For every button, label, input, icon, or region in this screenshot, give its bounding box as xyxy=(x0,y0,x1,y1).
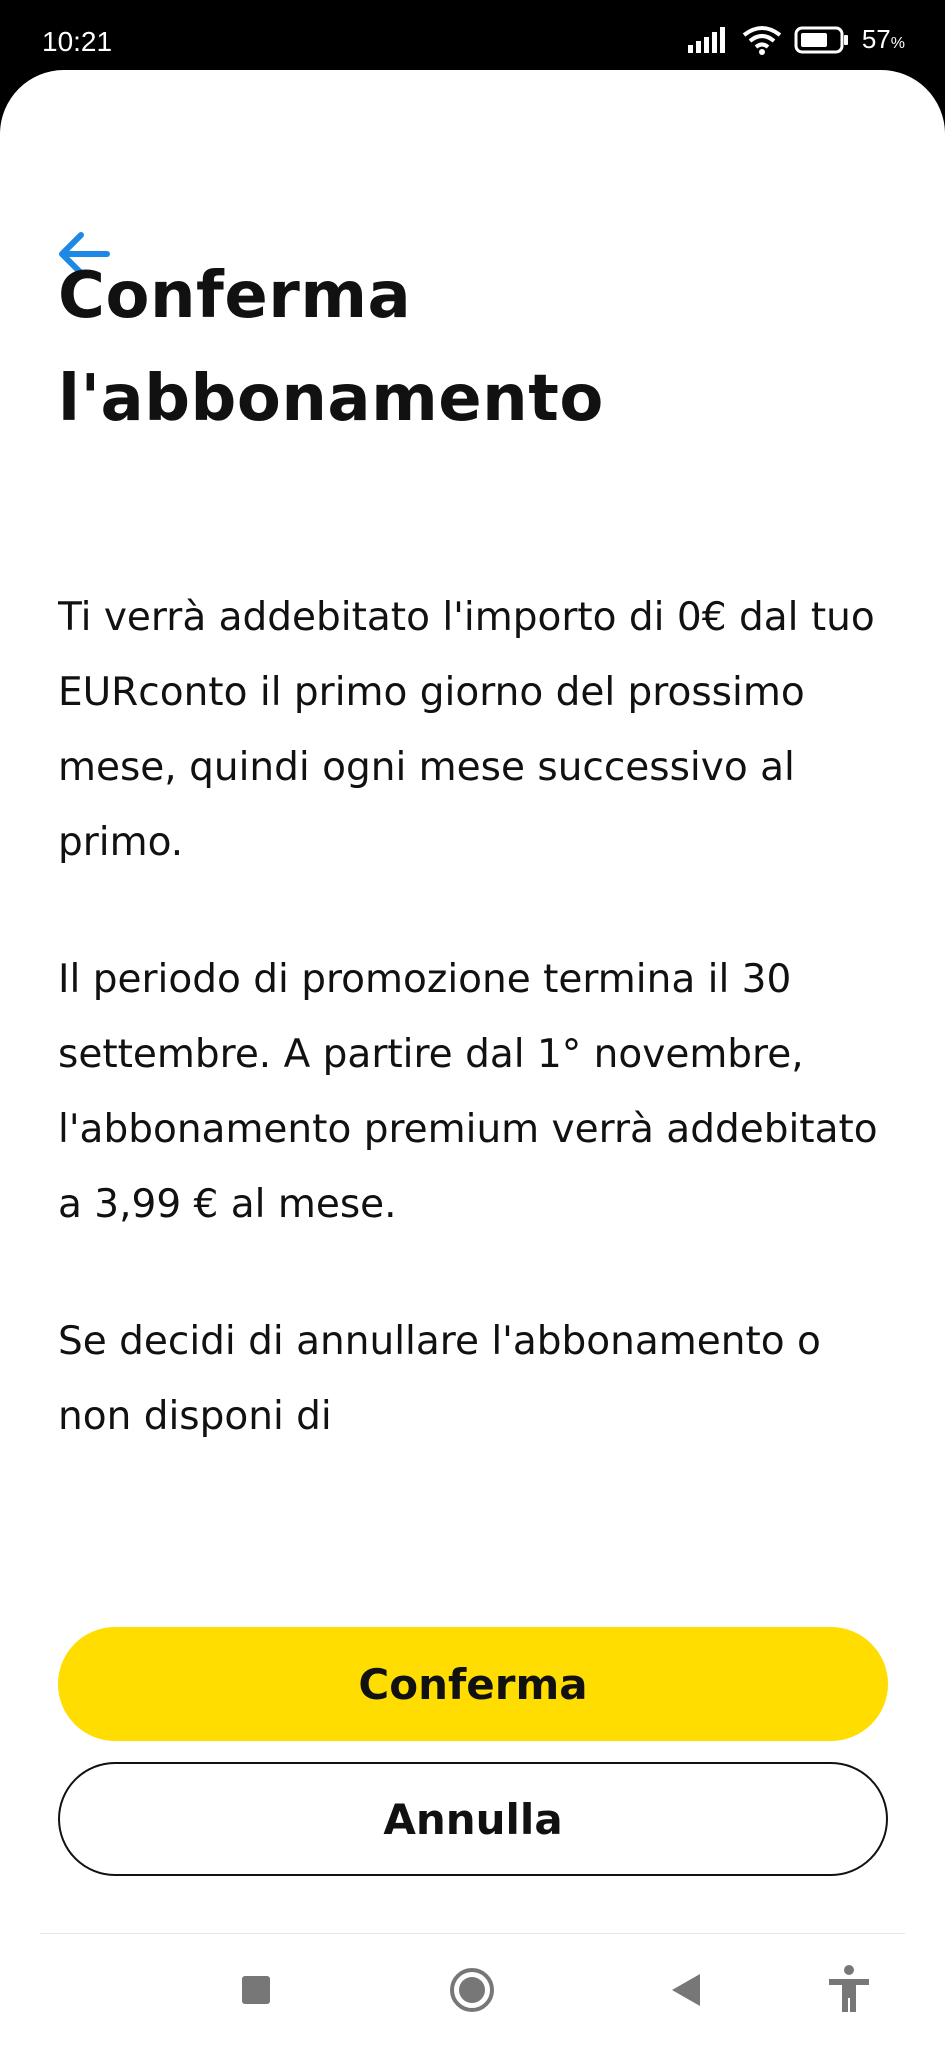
back-nav-button[interactable] xyxy=(668,1972,702,2012)
page-title: Conferma l'abbonamento xyxy=(58,259,604,436)
battery-icon xyxy=(794,26,850,54)
recents-square-icon xyxy=(240,1974,272,2006)
subscription-details[interactable] xyxy=(58,580,898,1493)
accessibility-button[interactable] xyxy=(826,1964,872,2018)
paragraph-cancellation-info: Se decidi di annullare l'abbonamento o non disponi di xyxy=(58,1319,821,1439)
wifi-icon xyxy=(742,25,782,55)
signal-icon xyxy=(688,27,730,53)
home-button[interactable] xyxy=(448,1966,496,2018)
home-circle-icon xyxy=(448,1966,496,2014)
accessibility-icon xyxy=(826,1964,872,2014)
status-icons xyxy=(688,24,905,55)
battery-percent: 57% xyxy=(861,24,905,54)
recents-button[interactable] xyxy=(240,1974,272,2010)
confirm-button[interactable]: Conferma xyxy=(58,1627,888,1741)
back-triangle-icon xyxy=(668,1972,702,2008)
system-nav-bar xyxy=(0,1934,945,2048)
cancel-button[interactable]: Annulla xyxy=(58,1762,888,1876)
paragraph-promotion-info: Il periodo di promozione termina il 30 settembre. A partire dal 1° novembre, l'abbonamento premium verrà addebitato a 3,99 € al mese. xyxy=(58,957,878,1227)
paragraph-charge-info: Ti verrà addebitato l'importo di 0€ dal tuo EURconto il primo giorno del prossimo mese, quindi ogni mese successivo al primo. xyxy=(58,595,875,865)
status-time: 10:21 xyxy=(42,26,113,57)
